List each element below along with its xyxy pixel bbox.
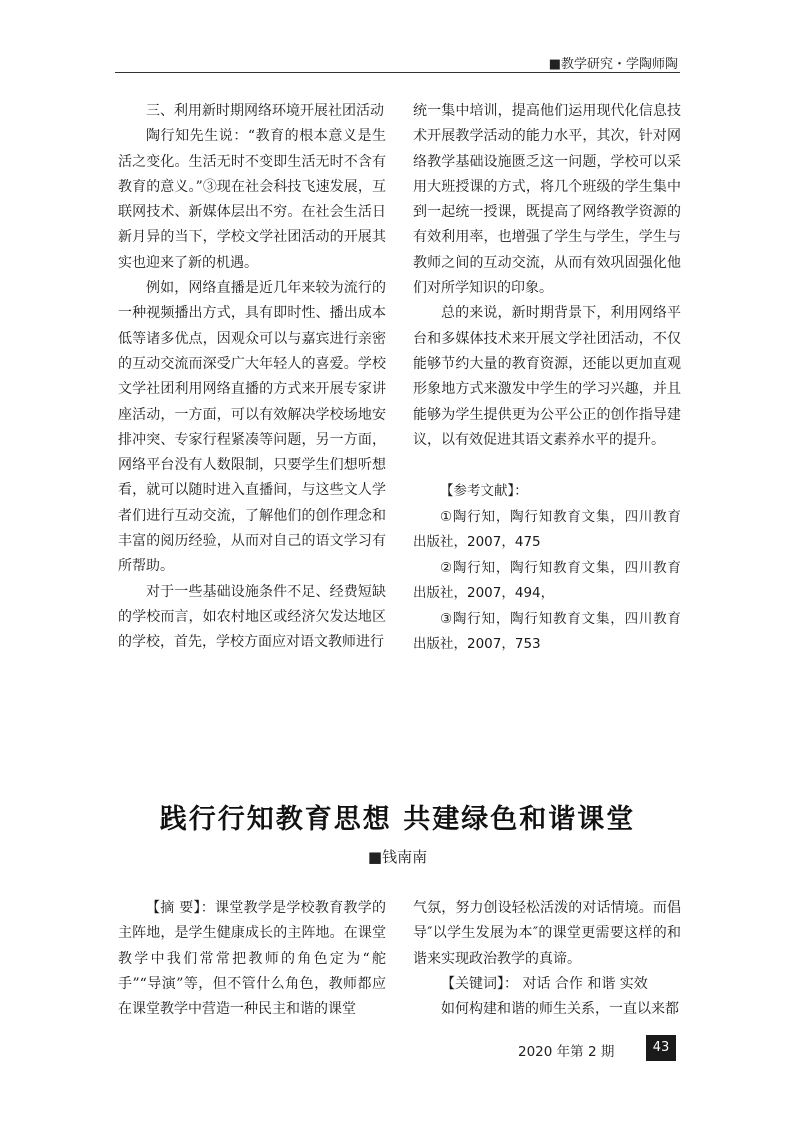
abstract-right-column (413, 896, 681, 1022)
running-head: ■教学研究・学陶师陶 (548, 57, 678, 72)
references (413, 479, 681, 658)
header-rule (115, 72, 680, 73)
abstract-continued: 气氛，努力创设轻松活泼的对话情境。而倡导″以学生发展为本″的课堂更需要这样的和谐来实现政治教学的真谛。 (413, 900, 681, 967)
references-heading: 【参考文献】： (440, 483, 528, 500)
article-author: ■钱南南 (367, 848, 428, 866)
abstract: 【摘 要】：课堂教学是学校教育教学的主阵地，是学生健康成长的主阵地。在课堂教学中我们常常把教师的角色定为“舵手”“导演”等，但不管什么角色，教师都应在课堂教学中营造一种民主和谐的课堂 (118, 900, 386, 1018)
paragraph: 如何构建和谐的师生关系，一直以来都 (441, 1001, 679, 1018)
abstract-left-column (118, 896, 386, 1022)
right-column (413, 99, 681, 658)
page-number: 43 (646, 1035, 676, 1061)
keywords (413, 972, 681, 997)
paragraph: 统一集中培训，提高他们运用现代化信息技术开展教学活动的能力水平，其次，针对网络教学基础设施匮乏这一问题，学校可以采用大班授课的方式，将几个班级的学生集中到一起统一授课，既提高了网络教学资源的有效利用率，也增强了学生与学生，学生与教师之间的互动交流，从而有效巩固强化他们对所学知识的印象。 (413, 103, 681, 297)
article-title: 践行行知教育思想 共建绿色和谐课堂 (159, 804, 636, 835)
keywords-label: 【关键词】： (441, 975, 518, 992)
paragraph: 陶行知先生说：“教育的根本意义是生活之变化。生活无时不变即生活无时不含有教育的意义。”③现在社会科技飞速发展，互联网技术、新媒体层出不穷。在社会生活日新月异的当下，学校文学社团活动的开展其实也迎来了新的机遇。 (118, 128, 386, 271)
keywords-list: 对话 合作 和谐 实效 (518, 975, 648, 992)
left-column (118, 99, 386, 656)
reference-item: ③陶行知，陶行知教育文集，四川教育出版社，2007，753 (413, 610, 681, 653)
paragraph: 对于一些基础设施条件不足、经费短缺的学校而言，如农村地区或经济欠发达地区的学校，首先，学校方面应对语文教师进行 (118, 583, 386, 651)
section-heading: 三、利用新时期网络环境开展社团活动 (146, 103, 384, 119)
paragraph: 例如，网络直播是近几年来较为流行的一种视频播出方式，具有即时性、播出成本低等诸多优点，因观众可以与嘉宾进行亲密的互动交流而深受广大年轻人的喜爱。学校文学社团利用网络直播的方式来开展专家讲座活动，一方面，可以有效解决学校场地安排冲突、专家行程紧凑等问题，另一方面，网络平台没有人数限制，只要学生们想听想看，就可以随时进入直播间，与这些文人学者们进行互动交流，了解他们的创作理念和丰富的阅历经验，从而对自己的语文学习有所帮助。 (118, 280, 386, 575)
reference-item: ②陶行知，陶行知教育文集，四川教育出版社，2007，494， (413, 559, 681, 602)
issue-label: 2020 年第 2 期 (518, 1044, 615, 1060)
spacer (413, 453, 681, 479)
reference-item: ①陶行知，陶行知教育文集，四川教育出版社，2007，475 (413, 508, 681, 551)
paragraph: 总的来说，新时期背景下，利用网络平台和多媒体技术来开展文学社团活动，不仅能够节约大量的教育资源，还能以更加直观形象地方式来激发中学生的学习兴趣，并且能够为学生提供更为公平公正的创作指导建议，以有效促进其语文素养水平的提升。 (413, 305, 681, 448)
